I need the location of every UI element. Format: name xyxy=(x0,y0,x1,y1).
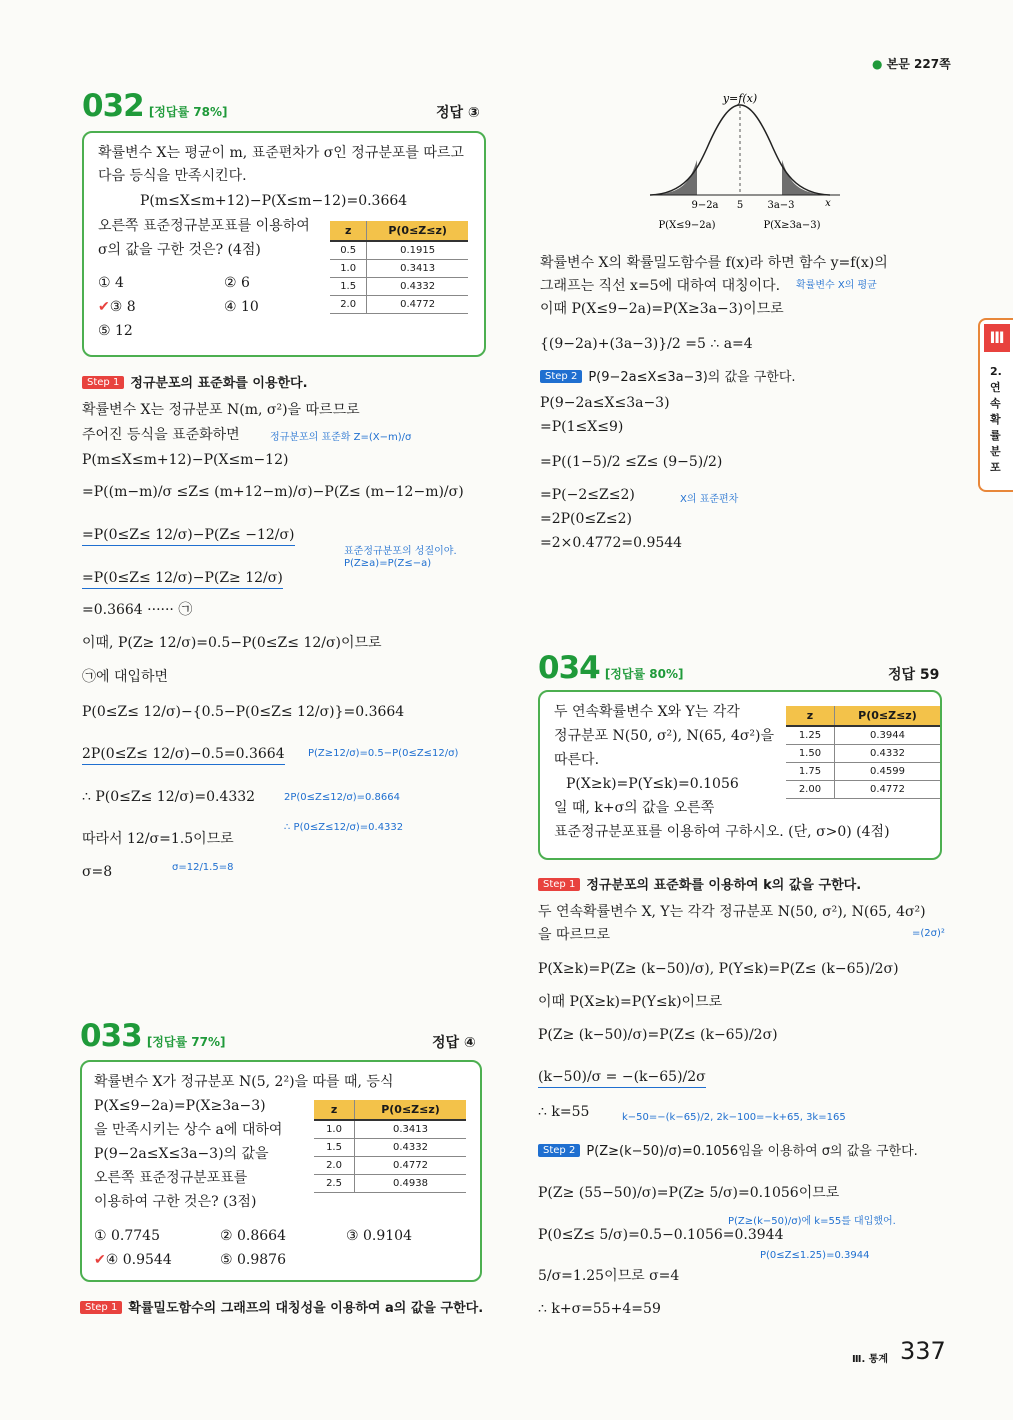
q033-note: X의 표준편차 xyxy=(680,494,739,505)
q032-solution-line: P(m≤X≤m+12)−P(X≤m−12) xyxy=(82,452,289,468)
q034-problem-box xyxy=(538,690,942,860)
page-number: 337 xyxy=(900,1337,946,1365)
q033-problem-line: P(X≤9−2a)=P(X≥3a−3) xyxy=(94,1098,266,1114)
q032-solution-line: =P(0≤Z≤ 12/σ)−P(Z≥ 12/σ) xyxy=(82,568,283,589)
step-badge: Step 2 xyxy=(538,1144,580,1157)
step-badge: Step 1 xyxy=(80,1301,122,1314)
ztable-cell: 0.3413 xyxy=(355,1120,466,1139)
q033-header xyxy=(80,1018,480,1054)
q032-choice-text: ③ 8 xyxy=(109,299,136,315)
graph-tick: 3a−3 xyxy=(767,200,795,211)
step-badge: Step 2 xyxy=(540,370,582,383)
q034-problem-line: 표준정규분포표를 이용하여 구하시오. (단, σ>0) (4점) xyxy=(554,824,890,840)
q032-solution-line: ∴ P(0≤Z≤ 12/σ)=0.4332 xyxy=(82,789,256,805)
q032-solution-line: =0.3664 ······ ㉠ xyxy=(82,602,193,618)
q033-solution-line: 이때 P(X≤9−2a)=P(X≥3a−3)이므로 xyxy=(540,301,784,317)
step-title: 정규분포의 표준화를 이용하여 k의 값을 구한다. xyxy=(586,878,862,893)
q032-header xyxy=(82,88,482,124)
q032-note: P(Z≥a)=P(Z≤−a) xyxy=(344,558,432,569)
step-title: P(9−2a≤X≤3a−3)의 값을 구한다. xyxy=(588,370,796,385)
graph-label: P(X≥3a−3) xyxy=(763,220,821,231)
ztable-cell: 0.4938 xyxy=(355,1175,466,1193)
q032-rate: [정답률 78%] xyxy=(148,105,228,119)
q034-problem-line: 두 연속확률변수 X와 Y는 각각 xyxy=(554,704,740,720)
q032-solution-line: 주어진 등식을 표준화하면 xyxy=(82,427,240,443)
ztable-cell: 0.4772 xyxy=(355,1157,466,1175)
ztable-header: P(0≤Z≤z) xyxy=(355,1100,466,1120)
q034-answer: 정답 59 xyxy=(888,667,940,683)
q034-solution-line: (k−50)/σ = −(k−65)/2σ xyxy=(538,1067,706,1088)
q032-note: σ=12/1.5=8 xyxy=(172,862,234,873)
q033-number: 033 xyxy=(80,1018,142,1054)
q034-step1 xyxy=(538,874,861,893)
ztable-cell: 2.0 xyxy=(314,1157,355,1175)
q033-choice[interactable]: ② 0.8664 xyxy=(220,1228,286,1244)
q033-solution-line: =2×0.4772=0.9544 xyxy=(540,535,683,551)
ztable-cell: 1.5 xyxy=(314,1139,355,1157)
ztable-cell: 2.00 xyxy=(786,781,834,799)
q033-solution-line: =P(−2≤Z≤2) xyxy=(540,487,635,503)
q034-solution-line: ∴ k+σ=55+4=59 xyxy=(538,1301,661,1317)
ztable-cell: 0.4599 xyxy=(834,763,940,781)
q034-solution-line: 이때 P(X≥k)=P(Y≤k)이므로 xyxy=(538,994,723,1010)
q034-solution-line: 을 따르므로 xyxy=(538,927,611,943)
q034-note: =(2σ)² xyxy=(912,928,945,939)
q033-solution-line: =P(1≤X≤9) xyxy=(540,419,624,435)
q034-solution-line: P(X≥k)=P(Z≥ (k−50)/σ), P(Y≤k)=P(Z≤ (k−65)/2σ) xyxy=(538,961,899,977)
ztable-cell: 0.4332 xyxy=(834,745,940,763)
q033-step2 xyxy=(540,366,796,385)
q032-solution-line: 따라서 12/σ=1.5이므로 xyxy=(82,831,234,847)
q034-header xyxy=(538,650,938,686)
q033-choice[interactable]: ① 0.7745 xyxy=(94,1228,160,1244)
q032-step1 xyxy=(82,372,308,391)
q032-note: ∴ P(0≤Z≤12/σ)=0.4332 xyxy=(284,822,404,833)
chapter-side-tab[interactable] xyxy=(978,318,1013,492)
ztable-cell: 1.25 xyxy=(786,726,834,745)
q033-normal-curve-graph xyxy=(645,90,845,235)
q032-problem-box xyxy=(82,131,486,357)
ztable-header: P(0≤Z≤z) xyxy=(834,706,940,726)
q033-problem-box xyxy=(80,1060,482,1282)
page-reference xyxy=(872,55,951,72)
q034-ztable xyxy=(786,706,940,799)
q033-solution-line: =2P(0≤Z≤2) xyxy=(540,511,632,527)
graph-tick: x xyxy=(825,198,831,209)
q033-problem-line: 오른쪽 표준정규분포표를 xyxy=(94,1170,248,1186)
q033-problem-line: P(9−2a≤X≤3a−3)의 값을 xyxy=(94,1146,269,1162)
graph-tick: 5 xyxy=(736,200,744,211)
ztable-cell: 0.4772 xyxy=(367,296,468,314)
ztable-cell: 1.50 xyxy=(786,745,834,763)
q032-note: 2P(0≤Z≤12/σ)=0.8664 xyxy=(284,792,400,803)
q033-rate: [정답률 77%] xyxy=(146,1035,226,1049)
q033-solution-line: 확률변수 X의 확률밀도함수를 f(x)라 하면 함수 y=f(x)의 xyxy=(540,255,888,271)
step-title: 정규분포의 표준화를 이용한다. xyxy=(130,376,308,391)
q034-solution-line: P(Z≥ (k−50)/σ)=P(Z≤ (k−65)/2σ) xyxy=(538,1027,778,1043)
step-title: 확률밀도함수의 그래프의 대칭성을 이용하여 a의 값을 구한다. xyxy=(128,1301,484,1316)
ztable-cell: 1.5 xyxy=(330,278,367,296)
q034-note: P(0≤Z≤1.25)=0.3944 xyxy=(760,1250,870,1261)
q032-problem-line: σ의 값을 구한 것은? (4점) xyxy=(98,242,261,258)
q032-note: 표준정규분포의 성질이야. xyxy=(344,546,457,557)
q034-step2 xyxy=(538,1140,918,1159)
q032-choice[interactable]: ② 6 xyxy=(224,275,250,291)
footer-section: Ⅲ. 통계 xyxy=(852,1354,889,1365)
q033-note: 확률변수 X의 평균 xyxy=(796,280,877,291)
q033-solution-line: {(9−2a)+(3a−3)}/2 =5 ∴ a=4 xyxy=(540,336,753,352)
ztable-header: z xyxy=(330,221,367,241)
q032-choice[interactable]: ⑤ 12 xyxy=(98,323,133,339)
q034-note: P(Z≥(k−50)/σ)에 k=55를 대입했어. xyxy=(728,1216,896,1227)
ztable-cell: 2.5 xyxy=(314,1175,355,1193)
q034-solution-line: P(Z≥ (55−50)/σ)=P(Z≥ 5/σ)=0.1056이므로 xyxy=(538,1185,840,1201)
chapter-badge: Ⅲ xyxy=(984,324,1010,352)
q033-choice-selected[interactable] xyxy=(94,1250,172,1270)
ztable-cell: 0.1915 xyxy=(367,241,468,260)
ztable-cell: 0.3944 xyxy=(834,726,940,745)
q034-note: k−50=−(k−65)/2, 2k−100=−k+65, 3k=165 xyxy=(622,1112,846,1123)
check-mark-icon: ✔ xyxy=(98,299,110,315)
q032-solution-line: 2P(0≤Z≤ 12/σ)−0.5=0.3664 xyxy=(82,744,285,765)
q032-solution-line: σ=8 xyxy=(82,864,113,880)
ztable-header: z xyxy=(786,706,834,726)
q034-problem-line: 따른다. xyxy=(554,752,600,768)
q032-number: 032 xyxy=(82,88,144,124)
q032-problem-line: 다음 등식을 만족시킨다. xyxy=(98,168,247,184)
q034-problem-line: 일 때, k+σ의 값을 오른쪽 xyxy=(554,800,715,816)
q033-step1 xyxy=(80,1297,483,1316)
q032-solution-line: 확률변수 X는 정규분포 N(m, σ²)을 따르므로 xyxy=(82,402,360,418)
graph-title: y=f(x) xyxy=(722,92,758,105)
graph-label: P(X≤9−2a) xyxy=(658,220,716,231)
ztable-cell: 1.0 xyxy=(314,1120,355,1139)
ztable-cell: 0.4332 xyxy=(367,278,468,296)
q032-choice[interactable]: ① 4 xyxy=(98,275,124,291)
q033-problem-line: 을 만족시키는 상수 a에 대하여 xyxy=(94,1122,283,1138)
ref-text: 본문 227쪽 xyxy=(886,57,951,71)
q032-note: 정규분포의 표준화 Z=(X−m)/σ xyxy=(270,432,412,443)
q032-solution-line: P(0≤Z≤ 12/σ)−{0.5−P(0≤Z≤ 12/σ)}=0.3664 xyxy=(82,704,405,720)
check-mark-icon: ✔ xyxy=(94,1252,106,1268)
graph-tick: 9−2a xyxy=(691,200,719,211)
q034-number: 034 xyxy=(538,650,600,686)
step-title: P(Z≥(k−50)/σ)=0.1056임을 이용하여 σ의 값을 구한다. xyxy=(586,1144,918,1159)
q034-solution-line: ∴ k=55 xyxy=(538,1104,590,1120)
step-badge: Step 1 xyxy=(82,376,124,389)
q032-problem-line: 확률변수 X는 평균이 m, 표준편차가 σ인 정규분포를 따르고 xyxy=(98,145,464,161)
ztable-cell: 2.0 xyxy=(330,296,367,314)
ztable-cell: 1.0 xyxy=(330,260,367,278)
q034-problem-line: 정규분포 N(50, σ²), N(65, 4σ²)을 xyxy=(554,728,774,744)
q033-answer: 정답 ④ xyxy=(432,1035,476,1051)
ztable-cell: 0.3413 xyxy=(367,260,468,278)
q033-problem-line: 이용하여 구한 것은? (3점) xyxy=(94,1194,257,1210)
q033-choice[interactable]: ③ 0.9104 xyxy=(346,1228,412,1244)
q033-ztable xyxy=(314,1100,466,1193)
q032-solution-line: =P(0≤Z≤ 12/σ)−P(Z≤ −12/σ) xyxy=(82,525,295,546)
q032-answer: 정답 ③ xyxy=(436,105,480,121)
q033-solution-line: 그래프는 직선 x=5에 대하여 대칭이다. xyxy=(540,278,781,294)
q033-solution-line: P(9−2a≤X≤3a−3) xyxy=(540,395,670,411)
q032-note: P(Z≥12/σ)=0.5−P(0≤Z≤12/σ) xyxy=(308,748,459,759)
q033-solution-line: =P((1−5)/2 ≤Z≤ (9−5)/2) xyxy=(540,454,723,470)
q033-problem-line: 확률변수 X가 정규분포 N(5, 2²)을 따를 때, 등식 xyxy=(94,1074,394,1090)
q032-solution-line: =P((m−m)/σ ≤Z≤ (m+12−m)/σ)−P(Z≤ (m−12−m)/σ) xyxy=(82,484,464,500)
q032-choice-selected[interactable] xyxy=(98,297,136,317)
section-label: 2. 연속확률분포 xyxy=(990,365,1002,474)
q034-solution-line: 두 연속확률변수 X, Y는 각각 정규분포 N(50, σ²), N(65, 4σ²) xyxy=(538,904,926,920)
ztable-cell: 0.5 xyxy=(330,241,367,260)
q032-problem-line: 오른쪽 표준정규분포표를 이용하여 xyxy=(98,218,310,234)
q034-problem-line: P(X≥k)=P(Y≤k)=0.1056 xyxy=(566,776,739,792)
ztable-cell: 0.4332 xyxy=(355,1139,466,1157)
ztable-cell: 0.4772 xyxy=(834,781,940,799)
q033-choice-text: ④ 0.9544 xyxy=(105,1252,172,1268)
q034-rate: [정답률 80%] xyxy=(604,667,684,681)
step-badge: Step 1 xyxy=(538,878,580,891)
ztable-header: P(0≤Z≤z) xyxy=(367,221,468,241)
q034-solution-line: 5/σ=1.25이므로 σ=4 xyxy=(538,1268,680,1284)
q032-solution-line: ㉠에 대입하면 xyxy=(82,669,169,685)
q032-choice[interactable]: ④ 10 xyxy=(224,299,259,315)
q032-ztable xyxy=(330,221,468,314)
ztable-cell: 1.75 xyxy=(786,763,834,781)
q034-solution-line: P(0≤Z≤ 5/σ)=0.5−0.1056=0.3944 xyxy=(538,1227,784,1243)
q033-choice[interactable]: ⑤ 0.9876 xyxy=(220,1252,286,1268)
q032-problem-equation: P(m≤X≤m+12)−P(X≤m−12)=0.3664 xyxy=(140,193,408,209)
ref-dot-icon: ● xyxy=(872,57,883,71)
ztable-header: z xyxy=(314,1100,355,1120)
q032-solution-line: 이때, P(Z≥ 12/σ)=0.5−P(0≤Z≤ 12/σ)이므로 xyxy=(82,635,382,651)
